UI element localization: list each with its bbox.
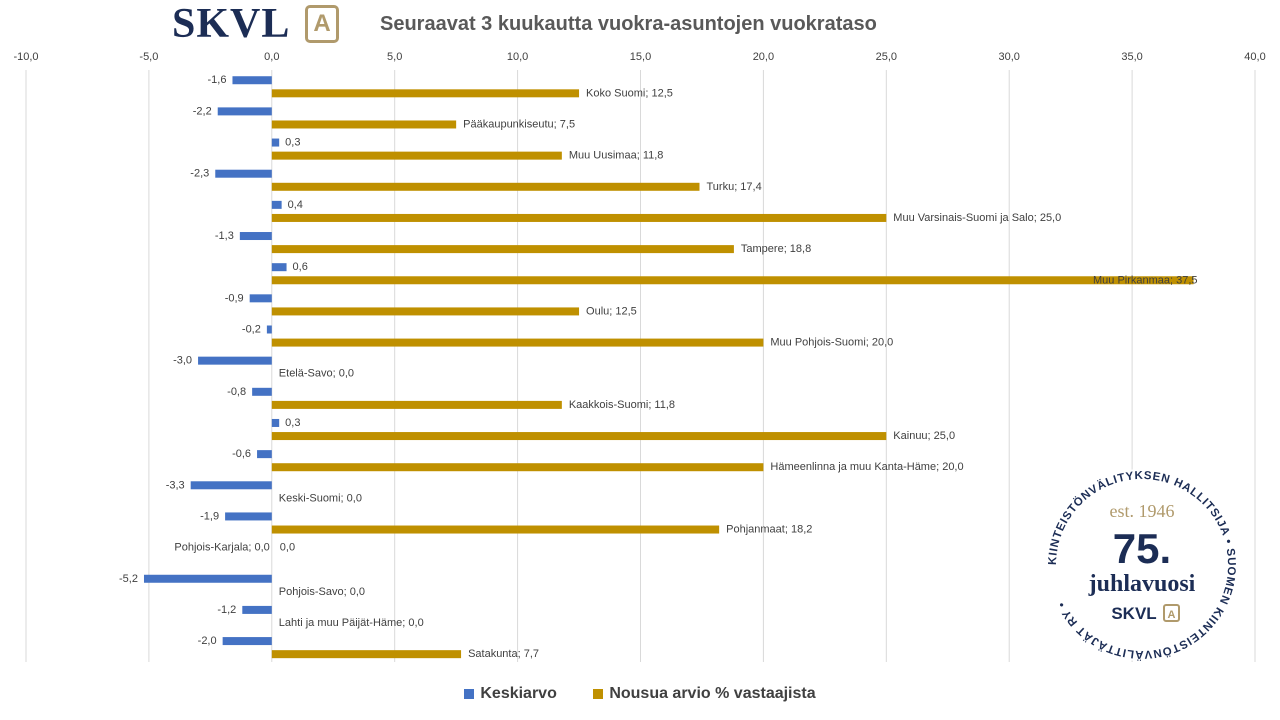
data-label-nousua: Muu Pirkanmaa; 37,5 [1092, 274, 1198, 287]
bar-nousua [272, 245, 734, 253]
data-label-keskiarvo: 0,6 [292, 261, 308, 274]
bar-nousua [272, 432, 887, 440]
bar-keskiarvo [250, 294, 272, 302]
data-label-keskiarvo: -3,3 [165, 479, 185, 492]
data-label-nousua: Muu Uusimaa; 11,8 [568, 149, 664, 162]
bar-keskiarvo [272, 419, 279, 427]
x-tick-label: -10,0 [13, 51, 39, 63]
bar-nousua [272, 307, 579, 315]
data-label-nousua: Pohjanmaat; 18,2 [726, 523, 813, 536]
bar-nousua [272, 152, 562, 160]
data-label-nousua: Pääkaupunkiseutu; 7,5 [463, 118, 576, 131]
data-label-keskiarvo: -0,2 [241, 323, 261, 336]
data-label-nousua: Tampere; 18,8 [740, 243, 812, 256]
data-label-keskiarvo: -5,2 [119, 572, 138, 585]
x-tick-label: 40,0 [1244, 51, 1266, 63]
legend-label-keskiarvo: Keskiarvo [480, 685, 557, 702]
bar-nousua [272, 401, 562, 409]
data-label-nousua: Oulu; 12,5 [586, 305, 637, 318]
x-tick-label: 25,0 [875, 51, 898, 63]
bar-keskiarvo [232, 76, 271, 84]
bar-nousua [272, 339, 764, 347]
legend-swatch-keskiarvo [464, 689, 474, 699]
bar-keskiarvo [272, 201, 282, 209]
data-label-keskiarvo: 0,3 [285, 416, 301, 429]
data-label-keskiarvo: -2,2 [192, 105, 212, 118]
data-label-nousua: Lahti ja muu Päijät-Häme; 0,0 [278, 617, 424, 630]
data-label-nousua: Kaakkois-Suomi; 11,8 [568, 398, 676, 411]
bar-keskiarvo [191, 481, 272, 489]
bar-keskiarvo [257, 450, 272, 458]
x-tick-label: 15,0 [629, 51, 652, 63]
x-tick-label: 20,0 [752, 51, 775, 63]
data-label-keskiarvo: -2,3 [190, 167, 210, 180]
badge-logo-text: SKVL [1111, 604, 1157, 623]
badge-word: juhlavuosi [1088, 571, 1196, 597]
chart-title: Seuraavat 3 kuukautta vuokra-asuntojen vuokrataso [380, 13, 877, 35]
data-label-keskiarvo: -1,9 [200, 510, 220, 523]
bar-nousua [272, 120, 456, 128]
badge-number: 75. [1112, 525, 1172, 572]
legend [0, 685, 1280, 704]
x-tick-label: 0,0 [264, 51, 280, 63]
x-tick-label: -5,0 [139, 51, 159, 63]
logo-text: SKVL [172, 1, 291, 47]
bar-keskiarvo [272, 263, 287, 271]
bar-nousua [272, 183, 700, 191]
data-label-nousua: Kainuu; 25,0 [893, 430, 956, 443]
data-label-nousua: Etelä-Savo; 0,0 [278, 367, 355, 380]
data-label-nousua: Muu Varsinais-Suomi ja Salo; 25,0 [893, 211, 1062, 224]
x-axis-ticks [13, 51, 1265, 63]
data-label-keskiarvo: 0,3 [285, 136, 301, 149]
data-labels [119, 74, 1198, 660]
bar-keskiarvo [198, 357, 272, 365]
bar-nousua [272, 463, 764, 471]
x-tick-label: 10,0 [506, 51, 529, 63]
data-label-keskiarvo: 0,0 [279, 541, 296, 554]
logo-mark-icon: A [305, 5, 339, 43]
data-label-keskiarvo: 0,4 [287, 198, 303, 211]
bar-nousua [272, 276, 1194, 284]
x-tick-label: 30,0 [998, 51, 1020, 63]
bar-keskiarvo [215, 170, 272, 178]
bar-keskiarvo [272, 139, 279, 147]
data-label-nousua: Satakunta; 7,7 [468, 648, 540, 661]
legend-label-nousua: Nousua arvio % vastaajista [609, 685, 816, 702]
data-label-keskiarvo: -0,9 [224, 292, 244, 305]
x-tick-label: 5,0 [387, 51, 403, 63]
data-label-nousua: Keski-Suomi; 0,0 [278, 492, 362, 505]
badge-est: est. 1946 [1109, 501, 1175, 521]
data-label-nousua: Pohjois-Savo; 0,0 [278, 585, 366, 598]
data-label-keskiarvo: -0,6 [232, 448, 252, 461]
data-label-nousua: Koko Suomi; 12,5 [586, 87, 673, 100]
data-label-keskiarvo: -3,0 [173, 354, 193, 367]
bar-keskiarvo [252, 388, 272, 396]
badge-arc-text: KIINTEISTÖNVÄLITYKSEN HALLITSIJA • SUOMEN KIINTEISTÖNVÄLITTÄJÄT RY • [1046, 469, 1238, 661]
bar-keskiarvo [218, 107, 272, 115]
data-label-keskiarvo: -1,2 [217, 603, 237, 616]
badge-logo-mark: A [1167, 609, 1176, 621]
bar-nousua [272, 650, 461, 658]
bar-nousua [272, 89, 579, 97]
data-label-nousua: Turku; 17,4 [706, 180, 762, 193]
bar-nousua [272, 526, 719, 534]
bar-keskiarvo [225, 512, 272, 520]
x-tick-label: 35,0 [1121, 51, 1143, 63]
data-label-nousua: Hämeenlinna ja muu Kanta-Häme; 20,0 [770, 461, 964, 474]
bar-keskiarvo [267, 325, 272, 333]
bar-keskiarvo [223, 637, 272, 645]
bar-nousua [272, 214, 887, 222]
data-label-nousua: Muu Pohjois-Suomi; 20,0 [770, 336, 894, 349]
data-label-keskiarvo: -1,6 [207, 74, 227, 87]
data-label-keskiarvo: -0,8 [227, 385, 247, 398]
bar-keskiarvo [242, 606, 271, 614]
data-label-keskiarvo: -1,3 [214, 230, 234, 243]
anniversary-badge [1042, 465, 1242, 665]
bar-keskiarvo [240, 232, 272, 240]
bar-keskiarvo [144, 575, 272, 583]
legend-item-nousua [593, 685, 815, 703]
legend-item-keskiarvo [464, 685, 557, 703]
data-label-nousua: Pohjois-Karjala; 0,0 [174, 541, 270, 554]
data-label-keskiarvo: -2,0 [197, 635, 217, 648]
legend-swatch-nousua [593, 689, 603, 699]
